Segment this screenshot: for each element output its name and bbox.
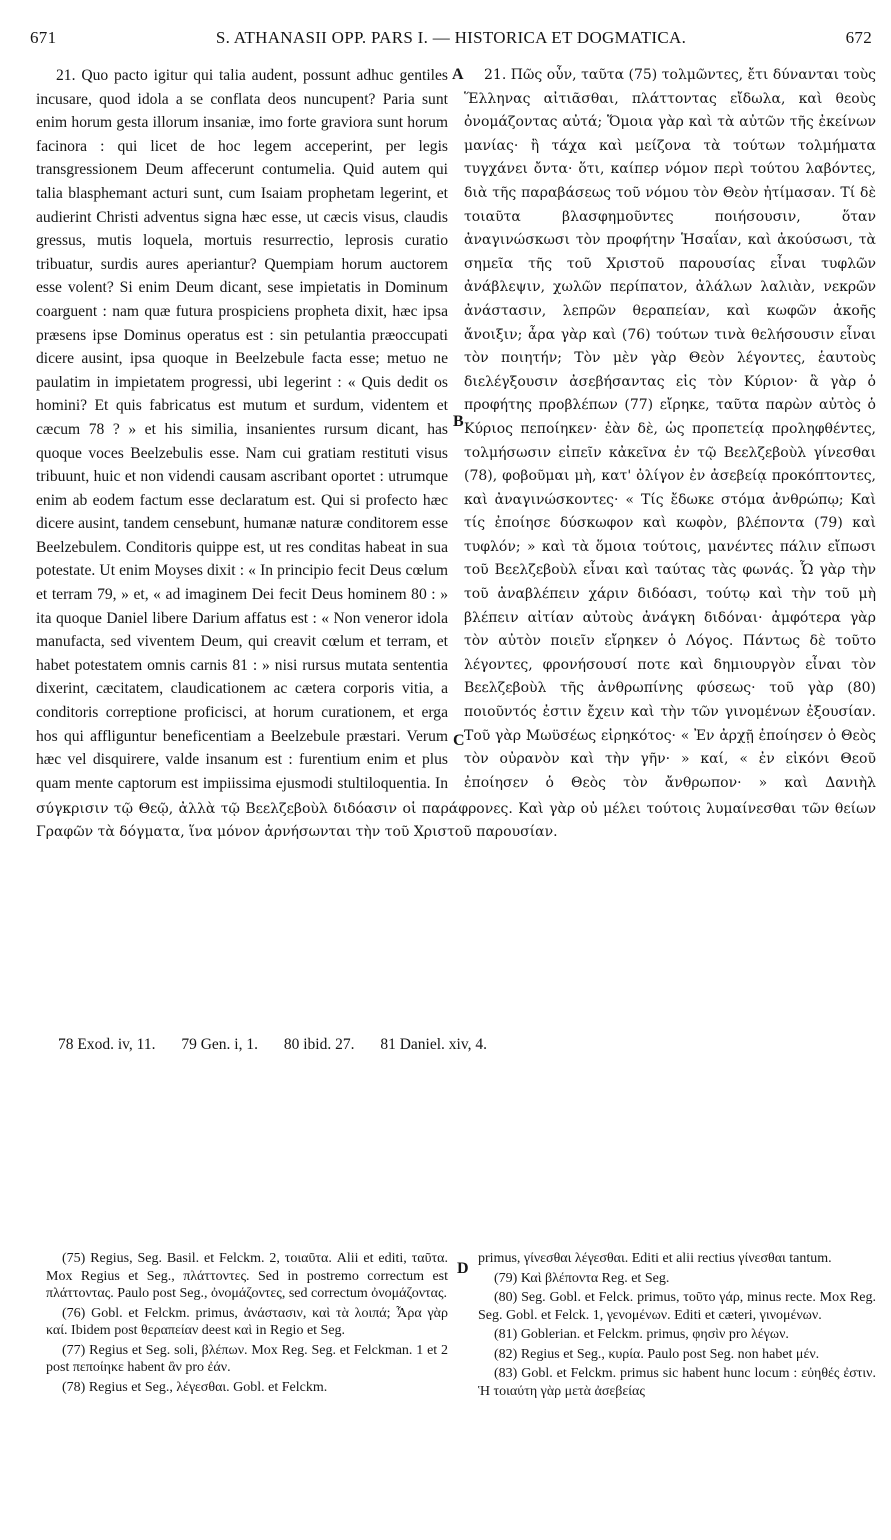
footnote: primus, γίνεσθαι λέγεσθαι. Editi et alii rectius γίνεσθαι tantum. (478, 1251, 832, 1266)
latin-column (36, 64, 448, 792)
margin-letter-b: B (453, 413, 464, 430)
page-number-left: 671 (30, 28, 57, 47)
scripture-ref: 80 ibid. 27. (283, 1036, 355, 1053)
greek-tail-text: σύγκρισιν τῷ Θεῷ, ἀλλὰ τῷ Βεελζεβοὺλ διδόασιν οἱ παράφρονες. Καὶ γὰρ οὐ μέλει τούτοις λυμαίνεσθαι τῶν θείων Γραφῶν τὰ δόγματα, ἵνα μόνον ἀρνήσωνται τὴν τοῦ Χριστοῦ παρουσίαν. (36, 801, 876, 840)
latin-paragraph: 21. Quo pacto igitur qui talia audent, possunt adhuc gentiles incusare, quod idola a se conflata deos nuncupent? Paria sunt enim horum gesta illorum insaniæ, imo forte graviora sunt horum facinora : qui licet de hoc legem acceperint, per legis transgressionem Deum affecerunt contumelia. Quid autem qui talia blasphemant acturi sunt, cum Isaiam prophetam legerint, et audierint Christi adventus signa hæc esse, ut cæcis visus, claudis gressus, mutis loquela, mortuis resurrectio, leprosis curatio tribuatur, surdis aures aperiantur? Quempiam horum auctorem esse volent? Si enim Deum dicant, sese impietatis in Dominum coarguent : nam quæ futura prospiciens propheta dixit, hæc ipsa præsens ipse Dominus operatus est : sin petulantia præoccupati dicere ausint, ipsa quoque in Beelzebule facta esse; metuo ne paulatim in impietatem progressi, ubi legerint : « Quis dedit os homini? Et quis fabricatus est mutum et surdum, videntem et cæcum 78 ? » et his similia, insanientes rursum dicant, has quoque voces Beelzebulis esse. Nam cui gratiam restituti visus tribuunt, huic et non videndi causam ascribant oportet : utrumque enim ab eodem factum esse declaratum est. Qui si profecto hæc dicere ausint, tandem censebunt, humanæ naturæ conditorem esse Beelzebulem. Conditoris quippe est, ut res conditas habeat in sua potestate. Ut enim Moyses dixit : « In principio fecit Deus cœlum et terram 79, » et, « ad imaginem Dei fecit Deus hominem 80 : » ita quoque Daniel libere Darium affatus est : « Non veneror idola manufacta, sed viventem Deum, qui creavit cœlum et terram, et habet potestatem omnis carnis 81 : » nisi rursus mutata sententia dixerint, cæcitatem, claudicationem ac cætera corporis vitia, a conditoris correptione proficisci, at horum curationem, et erga hos qui affliguntur beneficentiam a Beelzebule præstari. Verum hæc vel disquirere, valde insanum est : furentium enim et plus quam mente captorum est impiissima ejusmodi stultiloquentia. In (36, 67, 448, 792)
footnote: (83) Gobl. et Felckm. primus sic habent hunc locum : εὐηθές ἐστιν. Ἡ τοιαύτη γὰρ μετὰ ἀσεβείας (478, 1366, 876, 1399)
scripture-ref: 78 Exod. iv, 11. (58, 1036, 156, 1053)
page-number-right: 672 (845, 28, 872, 47)
greek-paragraph: 21. Πῶς οὖν, ταῦτα (75) τολμῶντες, ἔτι δύνανται τοὺς Ἕλληνας αἰτιᾶσθαι, πλάττοντας εἴδωλα, καὶ θεοὺς ὀνομάζοντας αὐτά; Ὅμοια γὰρ καὶ τὰ αὐτῶν τῆς ἐκείνων μανίας· ἢ τάχα καὶ μείζονα τὰ τούτων τολμήματα τυγχάνει ὄντα· ὅτι, καίπερ νόμον περὶ τούτου λαβόντες, διὰ τῆς παραβάσεως τοῦ νόμου τὸν Θεὸν ἠτίμασαν. Τί δὲ τοιαῦτα βλασφημοῦντες ποιήσουσιν, ὅταν ἀναγινώσκωσι τὸν προφήτην Ἡσαΐαν, καὶ ἀκούσωσι, τὰ σημεῖα τῆς τοῦ Χριστοῦ παρουσίας εἶναι τυφλῶν ἀνάβλεψιν, χωλῶν περίπατον, ἀλάλων λαλιὰν, νεκρῶν ἀνάστασιν, λεπρῶν θεραπείαν, καὶ κωφῶν ἀκοῆς ἄνοιξιν; ἆρα γὰρ καὶ (76) τούτων τινὰ θελήσουσιν εἶναι τὸν ποιητήν; Τὸν μὲν γὰρ Θεὸν λέγοντες, ἑαυτοὺς διελέγξουσιν ἀσεβήσαντας εἰς τὸν Κύριον· ἃ γὰρ ὁ προφήτης προβλέπων (77) εἴρηκε, ταῦτα παρὼν αὐτὸς ὁ Κύριος πεποίηκεν· ἐὰν δὲ, ὡς προπετείᾳ προληφθέντες, τολμήσωσιν εἰπεῖν κἀκεῖνα ἐν τῷ Βεελζεβοὺλ γίνεσθαι (78), φοβοῦμαι μὴ, κατ' ὀλίγον ἐν ἀσεβείᾳ προκόπτοντες, καὶ ἀναγινώσκοντες· « Τίς ἔδωκε στόμα ἀνθρώπῳ; Καὶ τίς ἐποίησε δύσκωφον καὶ κωφὸν, βλέποντα (79) καὶ τυφλόν; » καὶ τὰ ὅμοια τούτοις, μανέντες πάλιν εἴπωσι τοῦ Βεελζεβοὺλ εἶναι καὶ ταύτας τὰς φωνάς. Ὧ γὰρ τὴν τοῦ ἀναβλέπειν χάριν διδόασι, τούτῳ καὶ τὴν τοῦ μὴ βλέπειν αἰτίαν αὐτοὺς ἀνάγκη διδόναι· ἀμφότερα γὰρ τὸν αὐτὸν ποιεῖν εἴρηκεν ὁ Λόγος. Πάντως δὲ τοῦτο λέγοντες, φρονήσουσί ποτε καὶ δημιουργὸν εἶναι τὸν Βεελζεβοὺλ τῆς ἀνθρωπίνης φύσεως· τοῦ γὰρ (80) ποιοῦντός ἐστιν ἔχειν καὶ τὴν τῶν γινομένων ἐξουσίαν. Τοῦ γὰρ Μωϋσέως εἰρηκότος· « Ἐν ἀρχῇ ἐποίησεν ὁ Θεὸς τὸν οὐρανὸν καὶ τὴν γῆν· » καί, « ἐν εἰκόνι Θεοῦ ἐποίησεν ὁ Θεὸς τὸν ἄνθρωπον· » καὶ Δανιὴλ (464, 67, 876, 791)
running-header (30, 28, 872, 54)
footnote: (82) Regius et Seg., κυρία. Paulo post Seg. non habet μέν. (494, 1346, 820, 1362)
scripture-ref: 81 Daniel. xiv, 4. (380, 1036, 487, 1053)
footnote: (79) Καὶ βλέποντα Reg. et Seg. (494, 1270, 670, 1286)
footnotes-right (478, 1250, 876, 1520)
footnote: (80) Seg. Gobl. et Felck. primus, τοῦτο γάρ, minus recte. Mox Reg. Seg. Gobl. et Felck. 1, γενομένων. Editi et cæteri, γινομένων. (478, 1290, 876, 1323)
footnotes-left (46, 1250, 448, 1520)
footnote: (77) Regius et Seg. soli, βλέπων. Mox Reg. Seg. et Felckman. 1 et 2 post πεποίηκε habent ἂν pro ἐάν. (46, 1342, 448, 1375)
footnote: (81) Goblerian. et Felckm. primus, φησὶν pro λέγων. (494, 1327, 789, 1342)
margin-letter-a: A (452, 66, 464, 83)
greek-continuation (36, 798, 876, 844)
footnote: (76) Gobl. et Felckm. primus, ἀνάστασιν, καὶ τὰ λοιπά; Ἆρα γὰρ καί. Ibidem post θεραπείαν deest καὶ in Regio et Seg. (46, 1305, 448, 1338)
greek-column (464, 64, 876, 792)
margin-letter-c: C (453, 732, 465, 749)
margin-letter-d: D (457, 1260, 469, 1277)
footnote: (75) Regius, Seg. Basil. et Felckm. 2, τοιαῦτα. Alii et editi, ταῦτα. Mox Regius et Seg., πλάττοντες. Sed in postremo correctum est πλάττοντας. Paulo post Seg., ὀνομάζοντες, sed correctum ὀνομάζοντας. (46, 1251, 448, 1301)
scripture-ref: 79 Gen. i, 1. (181, 1036, 258, 1053)
footnote: (78) Regius et Seg., λέγεσθαι. Gobl. et Felckm. (62, 1379, 328, 1395)
scripture-references (58, 1036, 858, 1054)
running-title: S. ATHANASII OPP. PARS I. — HISTORICA ET DOGMATICA. (215, 28, 687, 47)
